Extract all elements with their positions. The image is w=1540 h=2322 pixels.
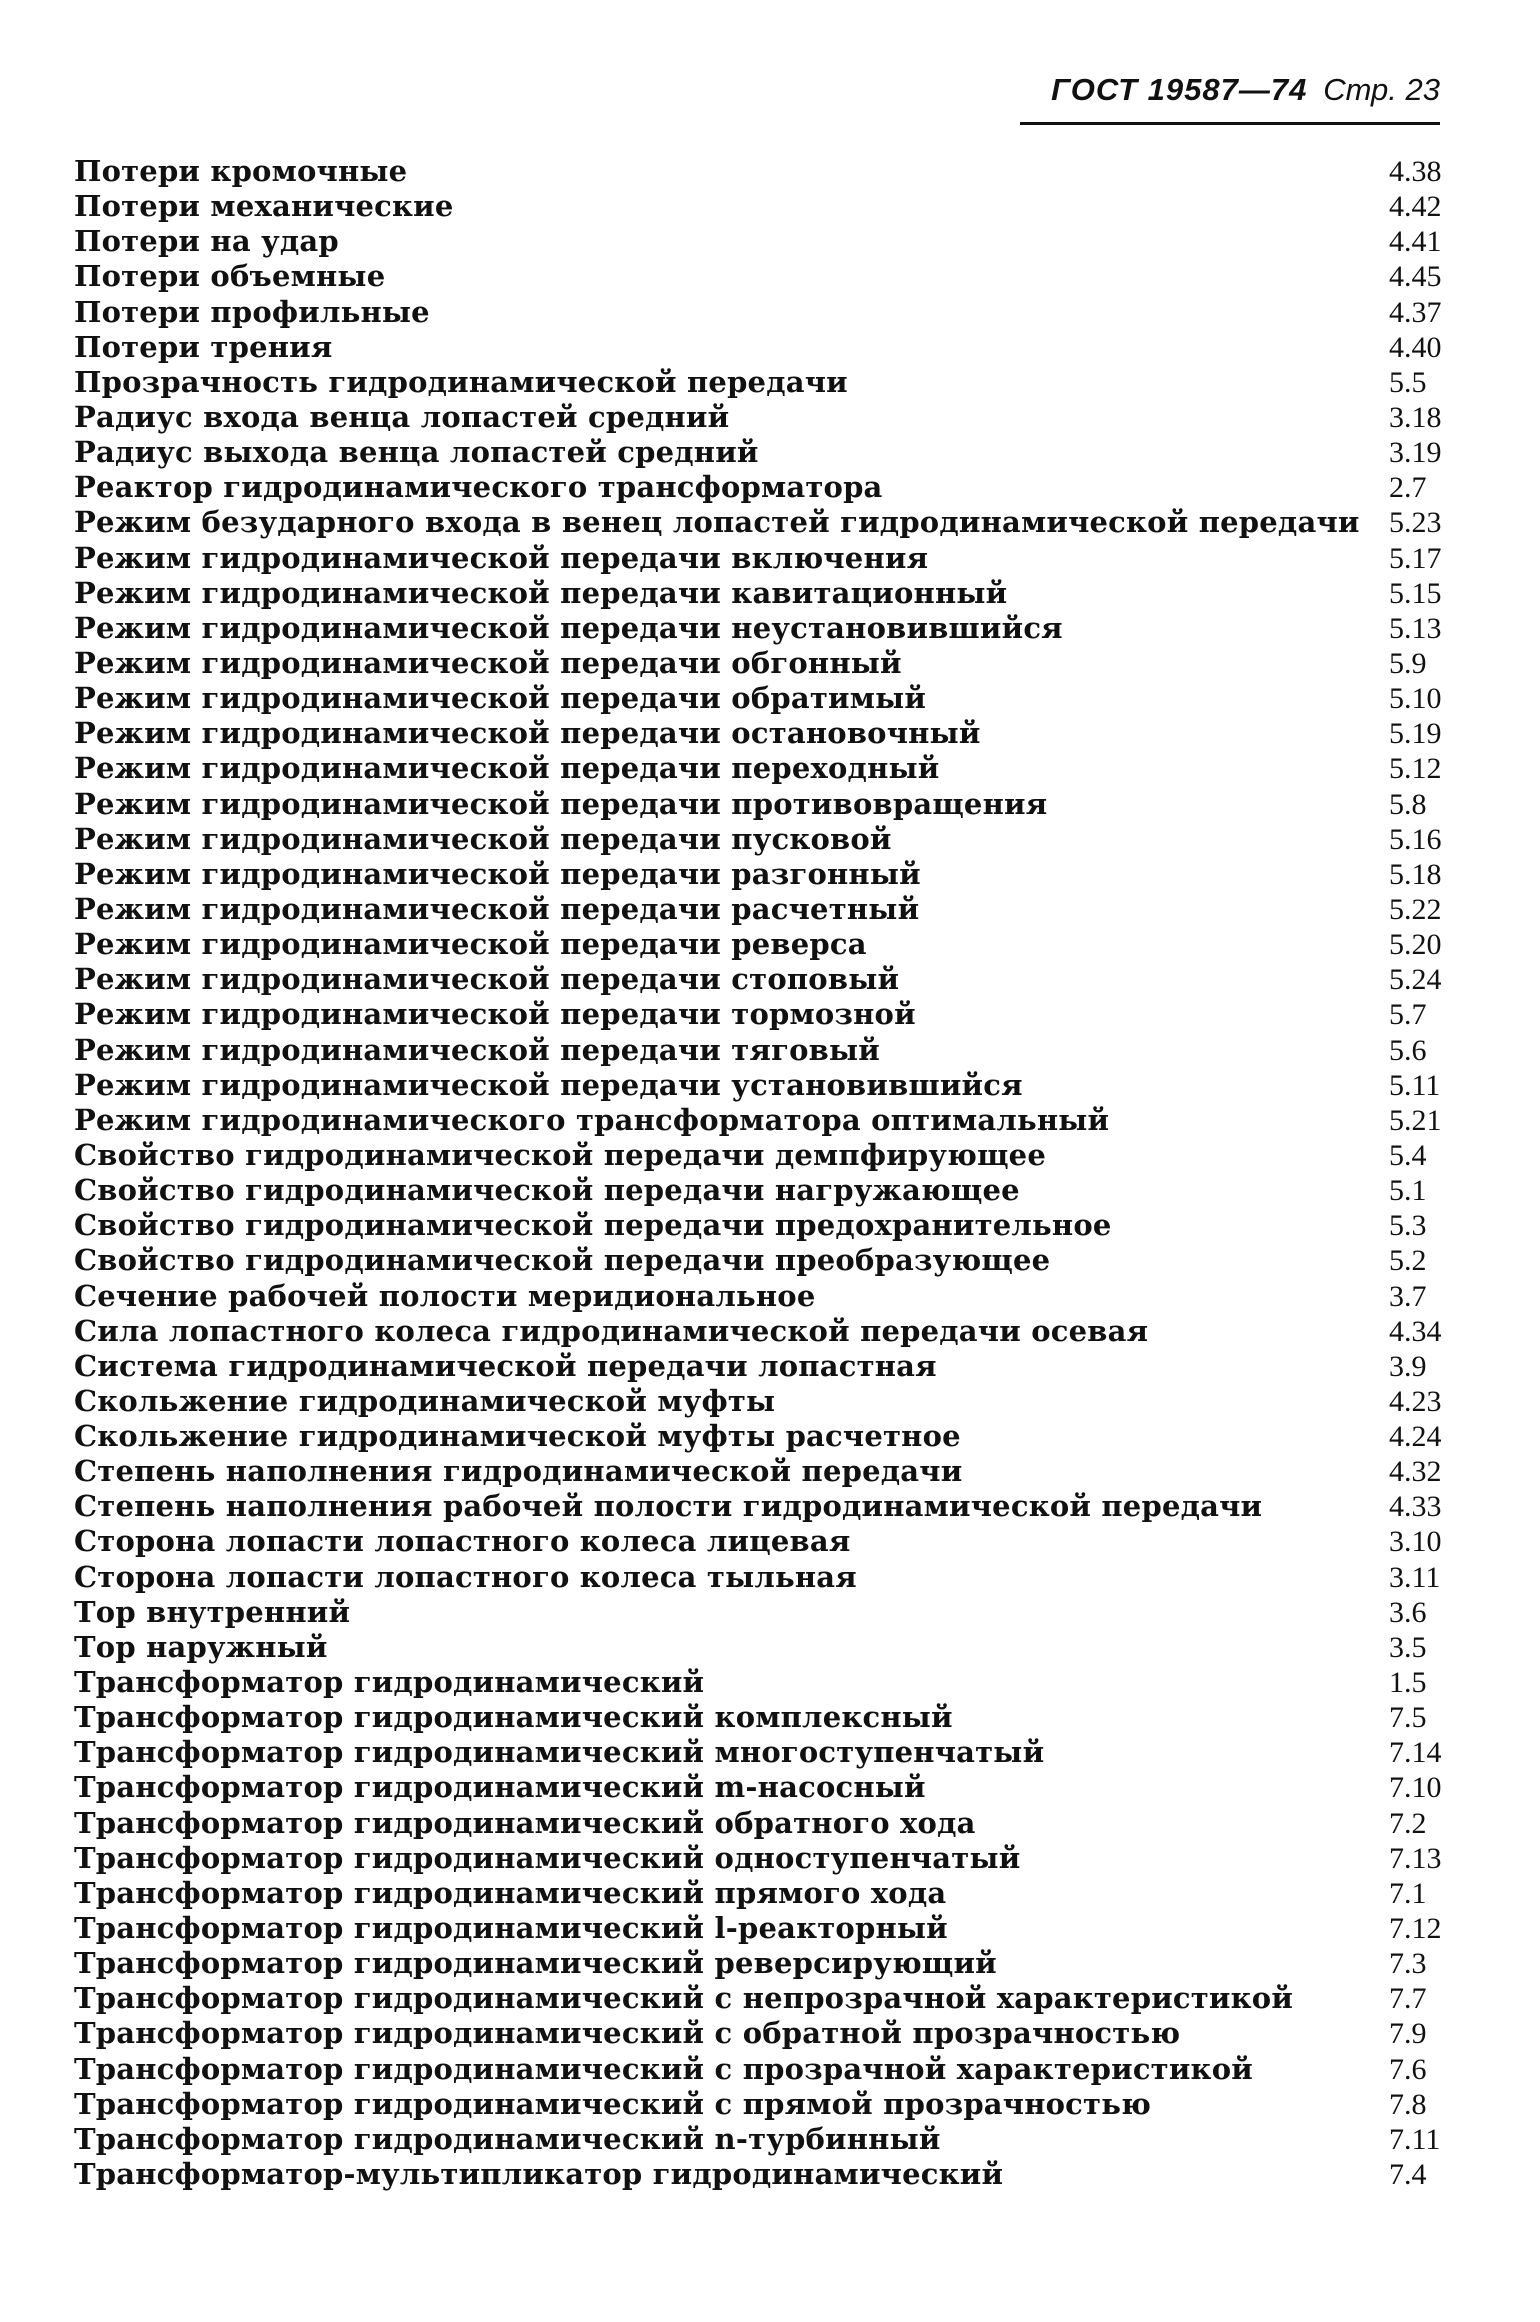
- index-reference: 5.4: [1389, 1138, 1427, 1172]
- index-reference: 7.3: [1389, 1947, 1427, 1981]
- index-term: Степень наполнения рабочей полости гидродинамической передачи: [74, 1489, 1263, 1524]
- index-entry: [74, 2087, 1444, 2122]
- index-term: Трансформатор гидродинамический с обратной прозрачностью: [74, 2016, 1181, 2051]
- index-reference: 7.11: [1389, 2122, 1441, 2156]
- index-term: Трансформатор гидродинамический прямого хода: [74, 1875, 947, 1910]
- index-reference: 5.10: [1389, 682, 1442, 716]
- index-entry: [74, 681, 1444, 716]
- index-reference: 7.10: [1389, 1771, 1442, 1805]
- index-reference: 7.8: [1389, 2087, 1427, 2121]
- index-reference: 3.6: [1389, 1595, 1427, 1629]
- index-term: Режим гидродинамической передачи включения: [74, 540, 929, 575]
- index-entry: [74, 822, 1444, 857]
- index-term: Трансформатор гидродинамический одноступенчатый: [74, 1840, 1021, 1875]
- index-reference: 4.23: [1389, 1384, 1442, 1418]
- index-entry: [74, 470, 1444, 505]
- index-reference: 5.3: [1389, 1209, 1427, 1243]
- index-reference: 3.18: [1389, 400, 1442, 434]
- index-term: Трансформатор гидродинамический многоступенчатый: [74, 1735, 1045, 1770]
- index-entry: [74, 1876, 1444, 1911]
- standard-number: ГОСТ 19587—74: [1051, 72, 1308, 107]
- index-entry: [74, 1279, 1444, 1314]
- index-entry: [74, 154, 1444, 189]
- index-reference: 4.45: [1389, 260, 1442, 294]
- index-term: Трансформатор гидродинамический n-турбинный: [74, 2121, 941, 2156]
- page-number: Стр. 23: [1323, 72, 1440, 107]
- index-entry: [74, 1911, 1444, 1946]
- index-term: Радиус входа венца лопастей средний: [74, 399, 730, 434]
- index-entry: [74, 400, 1444, 435]
- index-entry: [74, 2122, 1444, 2157]
- index-reference: 3.9: [1389, 1349, 1427, 1383]
- index-term: Режим гидродинамической передачи обратимый: [74, 681, 927, 716]
- index-term: Тор внутренний: [74, 1594, 351, 1629]
- index-reference: 4.33: [1389, 1490, 1442, 1524]
- index-entry: [74, 541, 1444, 576]
- index-reference: 5.5: [1389, 365, 1427, 399]
- index-term: Режим гидродинамического трансформатора оптимальный: [74, 1102, 1110, 1137]
- index-reference: 5.17: [1389, 541, 1442, 575]
- index-term: Режим гидродинамической передачи пусковой: [74, 821, 892, 856]
- index-reference: 7.7: [1389, 1982, 1427, 2016]
- index-reference: 3.5: [1389, 1630, 1427, 1664]
- index-term: Режим гидродинамической передачи тяговый: [74, 1032, 880, 1067]
- index-reference: 5.11: [1389, 1068, 1441, 1102]
- header-rule: [1020, 122, 1440, 125]
- index-reference: 7.12: [1389, 1912, 1442, 1946]
- index-entry: [74, 1454, 1444, 1489]
- index-reference: 1.5: [1389, 1666, 1427, 1700]
- index-entry: [74, 611, 1444, 646]
- index-entry: [74, 1033, 1444, 1068]
- index-term: Режим гидродинамической передачи переходный: [74, 751, 940, 786]
- index-term: Радиус выхода венца лопастей средний: [74, 435, 759, 470]
- index-term: Трансформатор-мультипликатор гидродинамический: [74, 2157, 1004, 2192]
- index-reference: 5.9: [1389, 646, 1427, 680]
- index-reference: 2.7: [1389, 471, 1427, 505]
- index-entry: [74, 330, 1444, 365]
- index-entry: [74, 295, 1444, 330]
- index-reference: 4.38: [1389, 155, 1442, 188]
- index-reference: 5.8: [1389, 787, 1427, 821]
- index-term: Режим гидродинамической передачи расчетный: [74, 891, 920, 926]
- page-header: [1020, 72, 1440, 108]
- index-term: Режим безударного входа в венец лопастей гидродинамической передачи: [74, 505, 1360, 540]
- index-reference: 7.5: [1389, 1701, 1427, 1735]
- index-term: Трансформатор гидродинамический комплексный: [74, 1700, 953, 1735]
- index-reference: 4.40: [1389, 330, 1442, 364]
- index-term: Трансформатор гидродинамический обратного хода: [74, 1805, 976, 1840]
- index-term: Трансформатор гидродинамический с прямой прозрачностью: [74, 2086, 1152, 2121]
- index-reference: 4.32: [1389, 1455, 1442, 1489]
- index-term: Свойство гидродинамической передачи предохранительное: [74, 1208, 1112, 1243]
- index-entry: [74, 716, 1444, 751]
- index-term: Степень наполнения гидродинамической передачи: [74, 1454, 963, 1489]
- index-entry: [74, 1806, 1444, 1841]
- index-reference: 5.13: [1389, 611, 1442, 645]
- index-entry: [74, 787, 1444, 822]
- index-term: Сечение рабочей полости меридиональное: [74, 1278, 816, 1313]
- index-entry: [74, 857, 1444, 892]
- index-entry: [74, 1630, 1444, 1665]
- index-term: Трансформатор гидродинамический: [74, 1665, 705, 1700]
- index-entry: [74, 1068, 1444, 1103]
- index-entry: [74, 962, 1444, 997]
- index-reference: 3.11: [1389, 1560, 1441, 1594]
- index-term: Режим гидродинамической передачи противовращения: [74, 786, 1048, 821]
- index-reference: 3.19: [1389, 436, 1442, 470]
- index-term: Режим гидродинамической передачи тормозной: [74, 997, 916, 1032]
- index-term: Трансформатор гидродинамический реверсирующий: [74, 1946, 997, 1981]
- index-term: Свойство гидродинамической передачи нагружающее: [74, 1173, 1020, 1208]
- index-reference: 7.6: [1389, 2052, 1427, 2086]
- index-reference: 7.14: [1389, 1736, 1442, 1770]
- term-index-list: [74, 154, 1444, 2192]
- index-entry: [74, 365, 1444, 400]
- index-entry: [74, 1700, 1444, 1735]
- index-term: Потери механические: [74, 189, 454, 224]
- index-reference: 3.7: [1389, 1279, 1427, 1313]
- index-reference: 5.24: [1389, 963, 1442, 997]
- index-entry: [74, 2052, 1444, 2087]
- index-term: Реактор гидродинамического трансформатора: [74, 470, 883, 505]
- index-entry: [74, 1560, 1444, 1595]
- index-term: Тор наружный: [74, 1629, 328, 1664]
- index-entry: [74, 1946, 1444, 1981]
- index-reference: 5.15: [1389, 576, 1442, 610]
- index-reference: 5.21: [1389, 1103, 1442, 1137]
- index-term: Трансформатор гидродинамический m-насосный: [74, 1770, 926, 1805]
- index-entry: [74, 1349, 1444, 1384]
- index-entry: [74, 224, 1444, 259]
- index-reference: 4.34: [1389, 1314, 1442, 1348]
- index-term: Скольжение гидродинамической муфты расчетное: [74, 1419, 961, 1454]
- index-entry: [74, 435, 1444, 470]
- index-reference: 7.2: [1389, 1806, 1427, 1840]
- index-entry: [74, 1595, 1444, 1630]
- index-entry: [74, 997, 1444, 1032]
- index-reference: 5.6: [1389, 1033, 1427, 1067]
- index-entry: [74, 2157, 1444, 2192]
- index-term: Потери на удар: [74, 224, 339, 259]
- index-entry: [74, 189, 1444, 224]
- index-entry: [74, 1419, 1444, 1454]
- index-entry: [74, 1841, 1444, 1876]
- index-term: Сила лопастного колеса гидродинамической передачи осевая: [74, 1313, 1149, 1348]
- index-entry: [74, 1735, 1444, 1770]
- index-reference: 4.42: [1389, 190, 1442, 224]
- index-term: Режим гидродинамической передачи установившийся: [74, 1067, 1023, 1102]
- index-term: Трансформатор гидродинамический l-реакторный: [74, 1911, 948, 1946]
- index-entry: [74, 1314, 1444, 1349]
- index-reference: 7.13: [1389, 1841, 1442, 1875]
- index-term: Система гидродинамической передачи лопастная: [74, 1348, 937, 1383]
- index-reference: 5.19: [1389, 717, 1442, 751]
- index-entry: [74, 505, 1444, 540]
- index-term: Режим гидродинамической передачи неустановившийся: [74, 610, 1063, 645]
- index-entry: [74, 576, 1444, 611]
- index-reference: 4.37: [1389, 295, 1442, 329]
- index-entry: [74, 1489, 1444, 1524]
- index-entry: [74, 1243, 1444, 1278]
- index-entry: [74, 1208, 1444, 1243]
- index-entry: [74, 1173, 1444, 1208]
- index-entry: [74, 1138, 1444, 1173]
- index-term: Режим гидродинамической передачи разгонный: [74, 856, 921, 891]
- index-term: Сторона лопасти лопастного колеса тыльная: [74, 1559, 857, 1594]
- index-term: Свойство гидродинамической передачи преобразующее: [74, 1243, 1051, 1278]
- index-entry: [74, 259, 1444, 294]
- index-entry: [74, 646, 1444, 681]
- index-reference: 5.20: [1389, 928, 1442, 962]
- index-term: Режим гидродинамической передачи обгонный: [74, 645, 902, 680]
- index-reference: 4.41: [1389, 225, 1442, 259]
- index-entry: [74, 1981, 1444, 2016]
- index-term: Режим гидродинамической передачи остановочный: [74, 716, 981, 751]
- index-term: Потери трения: [74, 329, 333, 364]
- index-reference: 5.23: [1389, 506, 1442, 540]
- index-entry: [74, 1665, 1444, 1700]
- index-entry: [74, 1103, 1444, 1138]
- index-reference: 7.9: [1389, 2017, 1427, 2051]
- index-term: Режим гидродинамической передачи стоповый: [74, 962, 900, 997]
- index-term: Режим гидродинамической передачи реверса: [74, 927, 867, 962]
- index-reference: 5.12: [1389, 752, 1442, 786]
- index-entry: [74, 751, 1444, 786]
- index-term: Трансформатор гидродинамический с прозрачной характеристикой: [74, 2051, 1253, 2086]
- index-term: Свойство гидродинамической передачи демпфирующее: [74, 1137, 1046, 1172]
- index-reference: 3.10: [1389, 1525, 1442, 1559]
- index-reference: 5.1: [1389, 1174, 1427, 1208]
- index-entry: [74, 927, 1444, 962]
- index-entry: [74, 1384, 1444, 1419]
- index-entry: [74, 892, 1444, 927]
- index-entry: [74, 1524, 1444, 1559]
- index-reference: 7.1: [1389, 1876, 1427, 1910]
- index-term: Скольжение гидродинамической муфты: [74, 1383, 776, 1418]
- index-term: Трансформатор гидродинамический с непрозрачной характеристикой: [74, 1981, 1294, 2016]
- index-reference: 5.7: [1389, 998, 1427, 1032]
- index-term: Потери объемные: [74, 259, 386, 294]
- index-reference: 5.22: [1389, 892, 1442, 926]
- index-term: Сторона лопасти лопастного колеса лицевая: [74, 1524, 851, 1559]
- index-reference: 4.24: [1389, 1420, 1442, 1454]
- index-entry: [74, 2016, 1444, 2051]
- index-entry: [74, 1770, 1444, 1805]
- index-reference: 5.2: [1389, 1244, 1427, 1278]
- index-reference: 7.4: [1389, 2158, 1427, 2192]
- index-term: Потери кромочные: [74, 154, 408, 188]
- index-reference: 5.16: [1389, 822, 1442, 856]
- index-term: Потери профильные: [74, 294, 430, 329]
- index-term: Прозрачность гидродинамической передачи: [74, 364, 848, 399]
- index-term: Режим гидродинамической передачи кавитационный: [74, 575, 1008, 610]
- index-reference: 5.18: [1389, 857, 1442, 891]
